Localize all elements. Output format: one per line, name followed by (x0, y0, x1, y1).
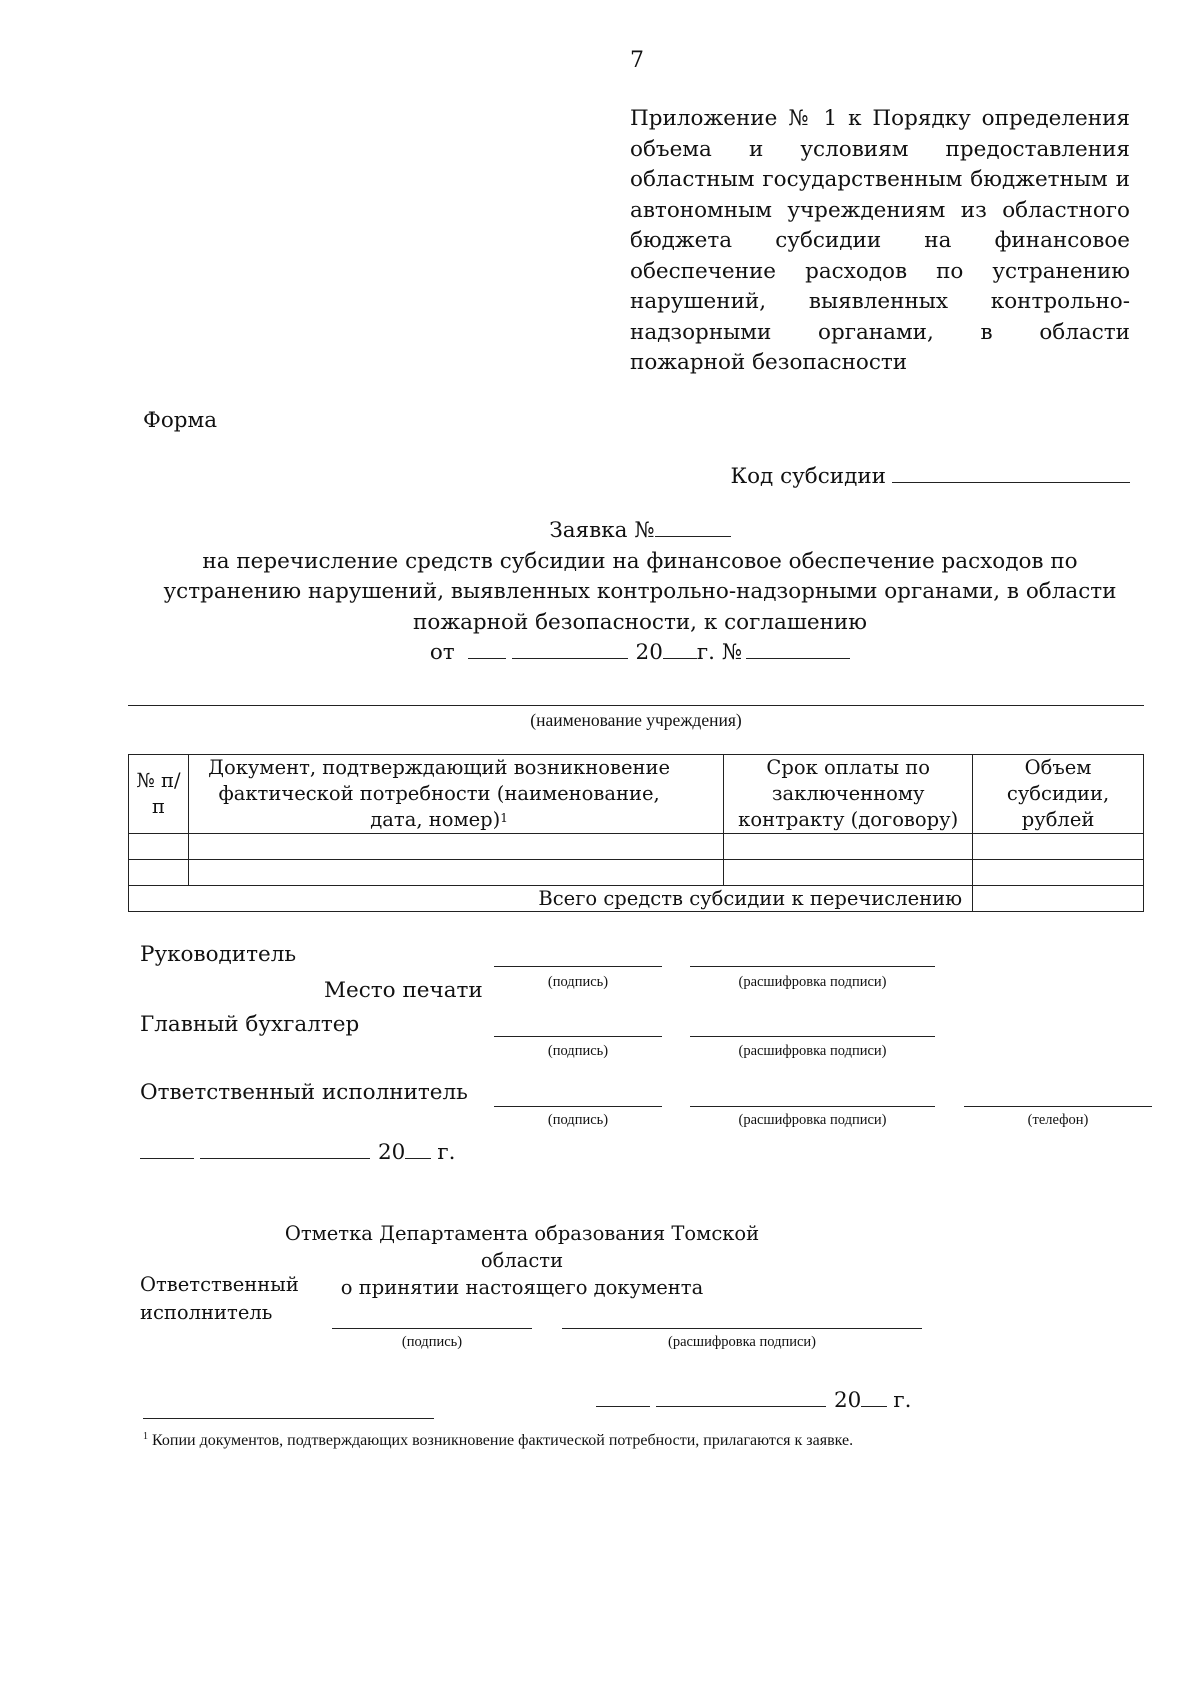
signature-year-field[interactable] (405, 1138, 431, 1159)
signature-date-row: 20 г. (140, 1138, 455, 1165)
application-subtitle-2: устранению нарушений, выявленных контрольно-надзорными органами, в области (163, 579, 1117, 604)
application-title: Заявка № (120, 516, 1160, 547)
signature-day-field[interactable] (140, 1138, 194, 1159)
responsible-decoding-caption: (расшифровка подписи) (738, 1112, 887, 1128)
accountant-signature-caption: (подпись) (547, 1043, 609, 1059)
form-label: Форма (143, 408, 218, 433)
subsidy-code-label: Код субсидии (730, 464, 886, 489)
application-subtitle-3: пожарной безопасности, к соглашению (413, 609, 867, 635)
footnote-mark: 1 (500, 811, 508, 825)
application-title-block (120, 516, 1160, 669)
organization-name-field[interactable] (128, 705, 1144, 706)
chief-accountant-label: Главный бухгалтер (140, 1012, 360, 1037)
application-number-field[interactable] (655, 516, 731, 537)
agreement-date-row: от 20 г. № (120, 638, 1160, 669)
agreement-month-field[interactable] (512, 638, 628, 659)
approval-day-field[interactable] (596, 1386, 650, 1407)
agreement-number-field[interactable] (746, 638, 850, 659)
header-payment-term: Срок оплаты по заключенному контракту (договору) (724, 755, 973, 834)
organization-name-caption: (наименование учреждения) (530, 710, 742, 730)
table-cell[interactable] (188, 860, 723, 886)
responsible-phone-caption: (телефон) (1027, 1112, 1089, 1128)
table-cell[interactable] (129, 834, 189, 860)
page-number: 7 (630, 48, 644, 73)
table-cell[interactable] (724, 860, 973, 886)
head-decoding-field[interactable] (690, 966, 935, 967)
approval-decoding-field[interactable] (562, 1328, 922, 1329)
footnote: $^1$ Копии документов, подтверждающих возникновение фактической потребности, прилагаются к заявке. (143, 1431, 854, 1449)
header-document: Документ, подтверждающий возникновение фактической потребности (наименование, дата, номер)$^1$ (188, 755, 723, 834)
table-header-row (129, 755, 1144, 834)
accountant-decoding-field[interactable] (690, 1036, 935, 1037)
approval-responsible-label: Ответственный исполнитель (140, 1273, 299, 1324)
appendix-reference: Приложение № 1 к Порядку определения объема и условиям предоставления областным государственным бюджетным и автономным учреждениям из областного бюджета субсидии на финансовое обеспечение расходов по устранению нарушений, выявленных контрольно-надзорными органами, в области пожарной безопасности (630, 106, 1130, 375)
seal-place-label: Место печати (324, 978, 483, 1003)
table-row (129, 834, 1144, 860)
accountant-signature-field[interactable] (494, 1036, 662, 1037)
agreement-day-field[interactable] (468, 638, 506, 659)
agreement-year-field[interactable] (663, 638, 697, 659)
responsible-label: Ответственный исполнитель (140, 1080, 468, 1105)
approval-signature-caption: (подпись) (401, 1334, 463, 1350)
head-signature-field[interactable] (494, 966, 662, 967)
responsible-signature-field[interactable] (494, 1106, 662, 1107)
head-label: Руководитель (140, 942, 297, 967)
responsible-signature-caption: (подпись) (547, 1112, 609, 1128)
table-cell[interactable] (129, 860, 189, 886)
table-cell[interactable] (973, 860, 1144, 886)
approval-date-row: 20 г. (596, 1386, 911, 1413)
header-volume: Объем субсидии, рублей (973, 755, 1144, 834)
head-signature-caption: (подпись) (547, 974, 609, 990)
header-number: № п/п (129, 755, 189, 834)
responsible-decoding-field[interactable] (690, 1106, 935, 1107)
subsidy-code-row (730, 460, 1130, 489)
total-label: Всего средств субсидии к перечислению (129, 886, 973, 912)
table-total-row (129, 886, 1144, 912)
approval-heading: Отметка Департамента образования Томской области о принятии настоящего документа (284, 1222, 760, 1299)
signature-month-field[interactable] (200, 1138, 370, 1159)
total-value-cell[interactable] (973, 886, 1144, 912)
table-cell[interactable] (724, 834, 973, 860)
approval-year-field[interactable] (861, 1386, 887, 1407)
subsidy-code-field[interactable] (892, 460, 1130, 483)
approval-decoding-caption: (расшифровка подписи) (667, 1334, 817, 1350)
approval-signature-field[interactable] (332, 1328, 532, 1329)
table-cell[interactable] (188, 834, 723, 860)
accountant-decoding-caption: (расшифровка подписи) (738, 1043, 887, 1059)
approval-month-field[interactable] (656, 1386, 826, 1407)
table-row (129, 860, 1144, 886)
table-cell[interactable] (973, 834, 1144, 860)
head-decoding-caption: (расшифровка подписи) (738, 974, 887, 990)
application-subtitle-1: на перечисление средств субсидии на финансовое обеспечение расходов по (202, 548, 1078, 574)
footnote-separator (143, 1418, 434, 1419)
subsidy-table (128, 754, 1144, 912)
responsible-phone-field[interactable] (964, 1106, 1152, 1107)
